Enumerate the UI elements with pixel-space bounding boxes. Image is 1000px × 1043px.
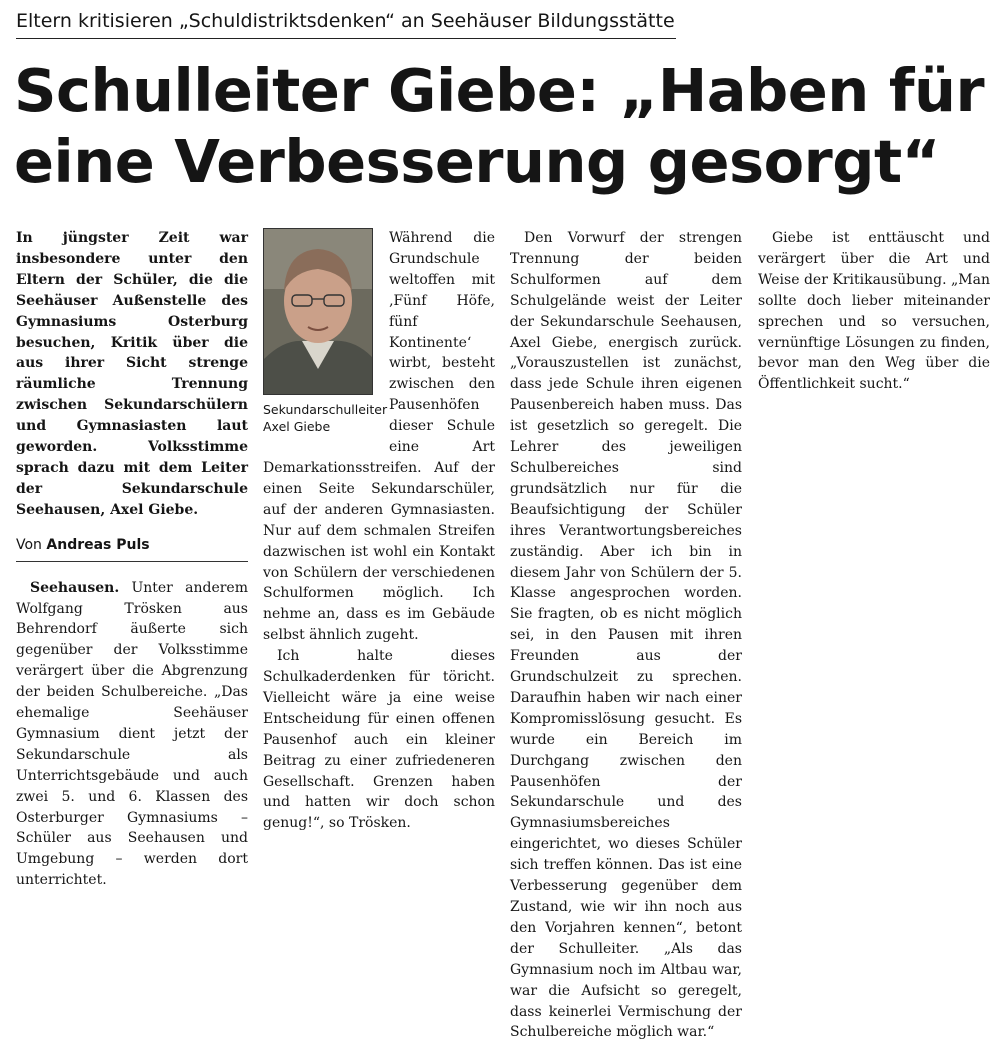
body-paragraph-2: Während die Grundschule weltoffen mit ‚Fünf Höfe, fünf Kontinente‘ wirbt, besteht zwischen den Pausenhöfen dieser Schule eine Art Demarkationsstreifen. Auf der einen Seite Sekundarschüler, auf der anderen Gymnasiasten. Nur auf dem schmalen Streifen dazwischen ist wohl ein Kontakt von Schülern der verschiedenen Schulformen möglich. Ich nehme an, dass es im Gebäude selbst ähnlich zugeht.: [263, 230, 495, 644]
portrait-photo: [263, 228, 373, 395]
dateline: Seehausen.: [30, 579, 120, 596]
byline: [16, 535, 248, 562]
body-paragraph-1: [16, 578, 248, 892]
article-column-3: [510, 228, 742, 1041]
photo-block: [263, 228, 388, 435]
article-column-4: [758, 228, 990, 693]
byline-author: Andreas Puls: [46, 536, 150, 553]
lead-paragraph: In jüngster Zeit war insbesondere unter den Eltern der Schüler, die die Seehäuser Außenstelle des Gymnasiums Osterburg besuchen, Kritik über die aus ihrer Sicht strenge räumliche Trennung zwischen Sekundarschülern und Gymnasiasten laut geworden. Volksstimme sprach dazu mit dem Leiter der Sekundarschule Seehausen, Axel Giebe.: [16, 230, 248, 518]
article-column-1: [16, 228, 248, 889]
body-paragraph-4: Den Vorwurf der strengen Trennung der beiden Schulformen auf dem Schulgelände weist der Leiter der Sekundarschule Seehausen, Axel Giebe, energisch zurück. „Vorauszustellen ist zunächst, dass jede Schule ihren eigenen Pausenbereich haben muss. Das ist gesetzlich so geregelt. Die Lehrer des jeweiligen Schulbereiches sind grundsätzlich nur für die Beaufsichtigung der Schüler ihres Verantwortungsbereiches zuständig. Aber ich bin in diesem Jahr von Schülern der 5. Klasse angesprochen worden. Sie fragten, ob es nicht möglich sei, in den Pausen mit ihren Freunden aus der Grundschulzeit zu sprechen. Daraufhin haben wir nach einer Kompromisslösung gesucht. Es wurde ein Bereich im Durchgang zwischen den Pausenhöfen der Sekundarschule und des Gymnasiumsbereiches eingerichtet, wo dieses Schüler sich treffen können. Das ist eine Verbesserung gegenüber dem Zustand, wie wir ihn noch aus den Vorjahren kennen“, betont der Schulleiter. „Als das Gymnasium noch im Altbau war, war die Aufsicht so geregelt, dass keinerlei Vermischung der Schulbereiche möglich war.“: [510, 230, 742, 1041]
body-text-col1: Unter anderem Wolfgang Trösken aus Behrendorf äußerte sich gegenüber der Volksstimme verärgert über die Abgrenzung der beiden Schulbereiche. „Das ehemalige Seehäuser Gymnasium dient jetzt der Sekundarschule als Unterrichtsgebäude und auch zwei 5. und 6. Klassen des Osterburger Gymnasiums – Schüler aus Seehausen und Umgebung – werden dort unterrichtet.: [16, 579, 248, 889]
byline-prefix: Von: [16, 536, 42, 553]
body-paragraph-5: Giebe ist enttäuscht und verärgert über die Art und Weise der Kritikausübung. „Man sollte doch lieber miteinander sprechen und so versuchen, vernünftige Lösungen zu finden, bevor man den Weg über die Öffentlichkeit sucht.“: [758, 230, 990, 393]
portrait-image: [264, 229, 372, 394]
kicker-line: Eltern kritisieren „Schuldistriktsdenken“ an Seehäuser Bildungsstätte: [16, 6, 676, 39]
body-paragraph-3: Ich halte dieses Schulkaderdenken für töricht. Vielleicht wäre ja eine weise Entscheidung für einen offenen Pausenhof auch ein kleiner Beitrag zu einer zufriedeneren Gesellschaft. Grenzen haben und hatten wir doch schon genug!“, so Trösken.: [263, 648, 495, 832]
headline: Schulleiter Giebe: „Haben für eine Verbesserung gesorgt“: [14, 56, 985, 196]
article-column-2: [263, 228, 495, 832]
photo-caption: Sekundarschulleiter Axel Giebe: [263, 402, 388, 434]
